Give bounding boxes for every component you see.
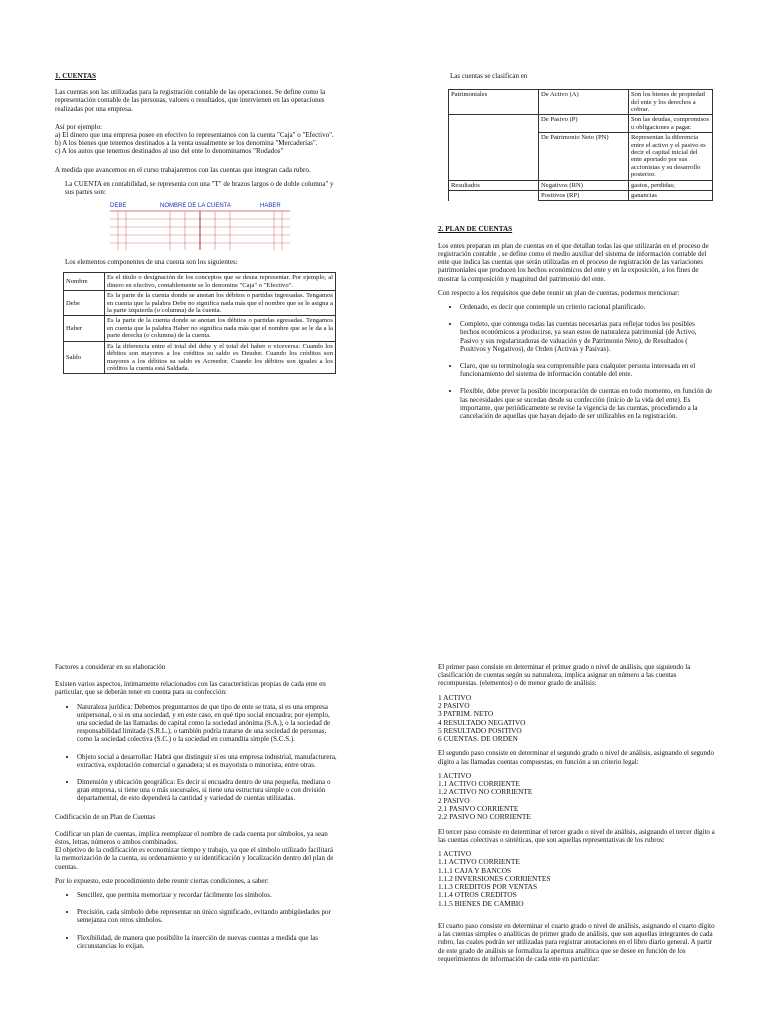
paragraph: Existen varios aspectos, íntimamente relacionados con las características propias de cada ente en particular, que se deberán tener en cuenta para su confección: [55,680,326,697]
class-type: De Pasivo (P) [539,115,629,133]
element-description: Es la parte de la cuenta donde se anotan los débitos o partidas egresadas. Tengamos en cuenta que la palabra Haber no significa nada más que el nombre que se le da a la parte derecha (o columna) de la cuenta. [105,316,336,341]
classification-table [448,89,713,201]
classification-intro: Las cuentas se clasifican en [450,72,528,80]
account-code-line: 1.1.1 CAJA Y BANCOS [438,865,512,875]
paragraph: A medida que avancemos en el curso trabajaremos con las cuentas que integran cada rubro. [55,165,311,174]
account-code-line: 2.2 PASIVO NO CORRIENTE [438,812,531,822]
account-code-line: 1 ACTIVO [438,848,472,858]
section-pasos [438,663,716,969]
requirements-list [438,303,713,420]
element-term: Debe [64,291,105,316]
list-item: • Flexible, debe prever la posible incorporación de cuentas en todo momento, en función de las necesidades que se sucedan desde su confección (inicio de la vida del ente). Es importante, que periódicamente se revise la vigencia de las cuentas, procediendo a la cancelación de aquellas que hayan dejado de ser utilizables en la registración. [460,387,713,420]
account-code-line: 1.1.4 OTROS CREDITOS [438,890,517,900]
class-group: Patrimoniales [449,90,539,115]
example-intro: Así por ejemplo: [55,122,103,131]
table-row [449,191,713,201]
element-term: Saldo [64,341,105,374]
element-description: Es la parte de la cuenta donde se anotan los débitos o partidas ingresadas. Tengamos en cuenta que la palabra Debe no significa nada más que el nombre que se le asigna a la parte izquierda (o columna) de la cuenta. [105,291,336,316]
heading-codificacion: Codificación de un Plan de Cuentas [55,812,156,821]
paragraph: Los entes preparan un plan de cuentas en el que detallan todas las que utilizarán en el proceso de registración contable , se define como el medio auxiliar del sistema de información contable del ente que indica las cuentas que serán utilizadas en el proceso de registración de las variaciones patrimoniales que producen los hechos económicos del ente y en la exposición, a los fines de mostrar la composición y magnitud del patrimonio del ente. [438,241,709,283]
first-level-list [438,694,716,744]
t-account-diagram [110,202,290,250]
heading-cuentas: 1. CUENTAS [55,72,97,80]
account-code-line: 4 RESULTADO NEGATIVO [438,717,526,727]
example-item: b) A los bienes que tenemos destinados a la venta usualmente se los denomina "Mercaderías". [55,139,318,148]
list-item: • Completo, que contenga todas las cuentas necesarias para reflejar todos los posibles hechos económicos a producirse, ya sean estos de naturaleza patrimonial (de Activo, Pasivo y sus regularizadoras de valuación y de Patrimonio Neto), de Resultados ( Positivos y Negativos), de Orden (Activas y Pasivas). [460,320,713,353]
section-clasificacion [438,72,713,429]
paragraph: El segundo paso consiste en determinar el segundo grado o nivel de análisis, asignando el segundo dígito a las llamadas cuentas compuestas, en función a un criterio legal: [438,749,715,766]
section-factores [55,663,338,959]
account-code-line: 1.1.2 INVERSIONES CORRIENTES [438,873,551,883]
class-group [449,191,539,201]
table-row [449,90,713,115]
conditions-list [55,891,338,950]
paragraph: La CUENTA en contabilidad, se representa con una "T" de brazos largos o de doble columna" y sus partes son: [65,179,334,197]
table-row [64,316,336,341]
list-item: • Ordenado, es decir que contemple un criterio racional planificado. [460,303,713,311]
example-item: c) A los autos que tenemos destinados al uso del ente lo denominamos "Rodados" [55,147,284,156]
list-item: • Dimensión y ubicación geográfica: Es decir si encuadra dentro de una pequeña, mediana o gran empresa, si tiene una o más sucursales, si tiene una estructura simple o con división departamental, de esto dependerá la cantidad y variedad de cuentas utilizadas. [77,778,338,803]
paragraph: El tercer paso consiste en determinar el tercer grado o nivel de análisis, asignando el tercer dígito a las cuentas colectivas o sintéticas, que son aquellas representativas de los rubros: [438,827,715,844]
account-code-line: 3 PATRIM. NETO [438,709,494,719]
class-group [449,133,539,180]
list-item: • Flexibilidad, de manera que posibilite la inserción de nuevas cuentas a medida que las circunstancias lo exijan. [77,934,338,950]
table-row [64,291,336,316]
class-description: Representan la diferencia entre el activo y el pasivo es decir el capital inicial del ente aportado por sus accionistas y su desarrollo posterior. [629,133,713,180]
paragraph: Con respecto a los requisitos que debe reunir un plan de cuentas, podemos mencionar: [438,288,680,297]
paragraph: Codificar un plan de cuentas, implica reemplazar el nombre de cada cuenta por símbolos, ya sean éstos, letras, números o ambos combinados. [55,829,328,847]
class-description: ganancias [629,191,713,201]
list-item: • Claro, que su terminología sea comprensible para cualquier persona interesada en el funcionamiento del sistema de información contable del ente. [460,362,713,378]
account-code-line: 1.1 ACTIVO CORRIENTE [438,779,520,789]
account-code-line: 2 PASIVO [438,795,470,805]
table-row [64,341,336,374]
class-group: Resultados [449,180,539,190]
t-haber-label: HABER [260,203,281,210]
table-row [449,180,713,190]
list-item: • Sencillez, que permita memorizar y recordar fácilmente los símbolos. [77,891,338,899]
paragraph: Las cuentas son las utilizadas para la registración contable de las operaciones. Se define como la representación contable de las personas, valores o resultados, que intervienen en las operaciones realizadas por una empresa. [55,88,326,113]
account-code-line: 1.1.5 BIENES DE CAMBIO [438,898,524,908]
factors-list [55,703,338,803]
account-code-line: 6 CUENTAS. DE ORDEN [438,734,518,744]
element-term: Haber [64,316,105,341]
third-level-list [438,850,716,908]
class-type: De Activo (A) [539,90,629,115]
class-description: Son los bienes de propiedad del ente y los derechos a cobrar. [629,90,713,115]
account-code-line: 2.1 PASIVO CORRIENTE [438,803,519,813]
element-term: Nombre [64,273,105,291]
element-description: Es la diferencia entre el total del debe y el total del haber o viceversa: Cuando los débitos son mayores a los créditos su saldo es Deudor. Cuando los créditos son mayores a los débitos su saldo es Acreedor. Cuando los débitos son iguales a los créditos la cuenta está Saldada. [105,341,336,374]
account-code-line: 5 RESULTADO POSITIVO [438,725,522,735]
account-code-line: 1.1 ACTIVO CORRIENTE [438,857,520,867]
table-row [64,273,336,291]
class-description: gastos, perdidas; [629,180,713,190]
account-code-line: 1.1.3 CREDITOS POR VENTAS [438,882,538,892]
t-debe-label: DEBE [110,203,127,210]
t-account-grid [110,202,290,250]
heading-plan-de-cuentas: 2. PLAN DE CUENTAS [438,225,513,234]
account-code-line: 1 ACTIVO [438,692,472,702]
list-item: • Objeto social a desarrollar: Habrá que distinguir si es una empresa industrial, manufacturera, extractiva, explotación comercial o ganadera; si es mayorista o minorista, entre otras. [77,753,338,769]
class-type: Positivos (RP) [539,191,629,201]
list-item: • Naturaleza jurídica: Debemos preguntarnos de que tipo de ente se trata, si es una empresa unipersonal, o si es una sociedad, y en este caso, en qué tipo social encuadra; por ejemplo, una sociedad de las llamadas de capital como la sociedad anónima (S.A.), o la sociedad de responsabilidad limitada (S.R.L.), o también podría tratarse de una sociedad de personas, como la sociedad colectiva (S.C.) o la sociedad en comandita simple (S.C.S.). [77,703,338,744]
list-item: • Precisión, cada símbolo debe representar un único significado, evitando ambigüedades por semejanza con otros símbolos. [77,908,338,924]
account-code-line: 1 ACTIVO [438,770,472,780]
paragraph: El primer paso consiste en determinar el primer grado o nivel de análisis, que siguiendo la clasificación de cuentas según su naturaleza, implica asignar un número a las cuentas recompuestas. (elementos) o de menor grado de análisis: [438,663,691,688]
class-description: Son las deudas, compromisos u obligaciones a pagar. [629,115,713,133]
class-group [449,115,539,133]
account-code-line: 2 PASIVO [438,700,470,710]
paragraph: El objetivo de la codificación es economizar tiempo y trabajo, ya que el símbolo utilizado facilitará la memorización de la cuenta, su ordenamiento y su identificación y localización dentro del plan de cuentas. [55,846,334,871]
class-type: Negativos (RN) [539,180,629,190]
paragraph: Por lo expuesto, este procedimiento debe reunir ciertas condiciones, a saber: [55,876,269,885]
paragraph: El cuarto paso consiste en determinar el cuarto grado o nivel de análisis, asignando el cuarto dígito a las cuentas simples o analíticas de primer grado de análisis, que son aquellas integrantes de cada rubro, las cuales podrán ser utilizadas para registrar anotaciones en el libro diario general. A partir de este grado de análisis se formaliza la apertura analítica que se desee en función de los requerimientos de información de cada ente en particular: [438,922,715,963]
second-level-list [438,772,716,822]
table-row [449,115,713,133]
section-cuentas [55,72,338,374]
t-nombre-label: NOMBRE DE LA CUENTA [160,203,231,210]
paragraph: Los elementos componentes de una cuenta son los siguientes: [65,258,238,267]
example-item: a) El dinero que una empresa posee en efectivo lo representamos con la cuenta "Caja" o "Efectivo". [55,131,334,140]
heading-factores: Factores a considerar en su elaboración [55,663,166,671]
elements-table [63,272,336,374]
table-row [449,133,713,180]
element-description: Es el título o designación de los conceptos que se desea representar. Por ejemplo, al dinero en efectivo, contablemente se lo denomine "Caja" o "Efectivo". [105,273,336,291]
class-type: De Patrimonio Neto (PN) [539,133,629,180]
account-code-line: 1.2 ACTIVO NO CORRIENTE [438,787,533,797]
